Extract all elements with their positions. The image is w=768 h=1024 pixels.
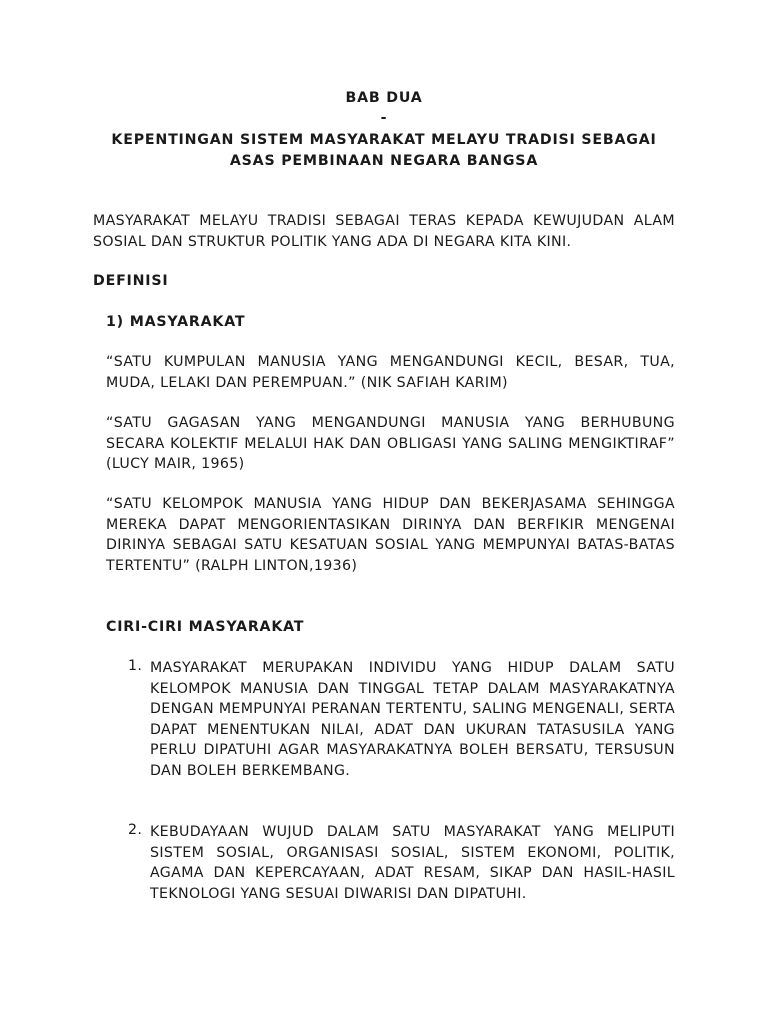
masyarakat-subheading: 1) MASYARAKAT	[106, 314, 246, 330]
list-item-text: KEBUDAYAAN WUJUD DALAM SATU MASYARAKAT YANG MELIPUTI SISTEM SOSIAL, ORGANISASI SOSIAL, SISTEM EKONOMI, POLITIK, AGAMA DAN KEPERCAYAAN, ADAT RESAM, SIKAP DAN HASIL-HASIL TEKNOLOGI YANG SESUAI DIWARISI DAN DIPATUHI.	[150, 824, 675, 902]
definisi-heading: DEFINISI	[93, 273, 169, 289]
quote-lucy-mair: “SATU GAGASAN YANG MENGANDUNGI MANUSIA YANG BERHUBUNG SECARA KOLEKTIF MELALUI HAK DAN OBLIGASI YANG SALING MENGIKTIRAF” (LUCY MAIR, 1965)	[106, 415, 675, 472]
quote-ralph-linton: “SATU KELOMPOK MANUSIA YANG HIDUP DAN BEKERJASAMA SEHINGGA MEREKA DAPAT MENGORIENTASIKAN DIRINYA DAN BERFIKIR MENGENAI DIRINYA SEBAGAI SATU KESATUAN SOSIAL YANG MEMPUNYAI BATAS-BATAS TERTENTU” (RALPH LINTON,1936)	[106, 496, 675, 574]
intro-paragraph: MASYARAKAT MELAYU TRADISI SEBAGAI TERAS KEPADA KEWUJUDAN ALAM SOSIAL DAN STRUKTUR POLITIK YANG ADA DI NEGARA KITA KINI.	[93, 213, 675, 250]
chapter-title: BAB DUA	[345, 90, 423, 106]
ciri-heading: CIRI-CIRI MASYARAKAT	[106, 619, 305, 635]
list-item-text: MASYARAKAT MERUPAKAN INDIVIDU YANG HIDUP DALAM SATU KELOMPOK MANUSIA DAN TINGGAL TETAP DALAM MASYARAKATNYA DENGAN MEMPUNYAI PERANAN TERTENTU, SALING MENGENALI, SERTA DAPAT MENENTUKAN NILAI, ADAT DAN UKURAN TATASUSILA YANG PERLU DIPATUHI AGAR MASYARAKATNYA BOLEH BERSATU, TERSUSUN DAN BOLEH BERKEMBANG.	[150, 660, 675, 779]
list-item-number: 1.	[128, 658, 143, 674]
title-separator: -	[380, 110, 388, 126]
list-item-number: 2.	[128, 822, 143, 838]
main-title: KEPENTINGAN SISTEM MASYARAKAT MELAYU TRADISI SEBAGAI ASAS PEMBINAAN NEGARA BANGSA	[111, 132, 657, 169]
quote-nik-safiah: “SATU KUMPULAN MANUSIA YANG MENGANDUNGI KECIL, BESAR, TUA, MUDA, LELAKI DAN PEREMPUAN.” (NIK SAFIAH KARIM)	[106, 354, 675, 391]
